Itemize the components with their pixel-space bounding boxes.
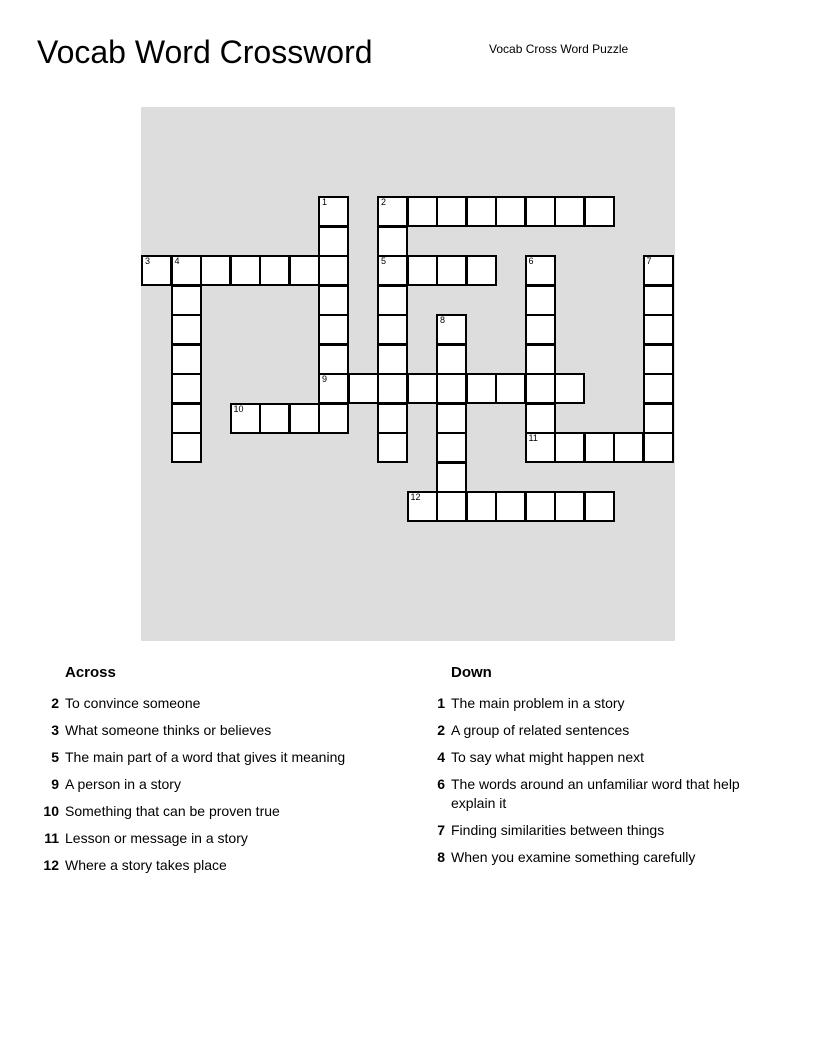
grid-cell[interactable] (584, 432, 615, 463)
clue-item (38, 721, 383, 740)
clue-text: A person in a story (65, 776, 181, 792)
grid-cell[interactable] (643, 314, 674, 345)
cell-number: 1 (322, 197, 328, 207)
clue-number: 10 (43, 803, 59, 819)
grid-cell[interactable] (643, 432, 674, 463)
clue-number: 2 (51, 695, 59, 711)
clue-text: The words around an unfamiliar word that help explain it (451, 776, 740, 811)
grid-cell[interactable] (525, 373, 556, 404)
grid-cell[interactable] (495, 373, 526, 404)
cell-number: 6 (528, 256, 534, 266)
cell-number: 4 (174, 256, 180, 266)
grid-cell[interactable] (466, 196, 497, 227)
grid-cell[interactable] (171, 432, 202, 463)
grid-cell[interactable] (643, 403, 674, 434)
grid-cell[interactable] (436, 196, 467, 227)
grid-cell[interactable] (377, 226, 408, 257)
grid-cell[interactable] (171, 255, 202, 286)
grid-cell[interactable] (495, 196, 526, 227)
grid-cell[interactable] (318, 344, 349, 375)
grid-cell[interactable] (584, 196, 615, 227)
cell-number: 8 (440, 315, 446, 325)
grid-cell[interactable] (584, 491, 615, 522)
clue-text: Where a story takes place (65, 857, 227, 873)
grid-cell[interactable] (525, 285, 556, 316)
clue-text: The main part of a word that gives it meaning (65, 749, 346, 765)
clue-number: 8 (437, 849, 445, 865)
clue-number: 9 (51, 776, 59, 792)
down-clues (424, 664, 774, 875)
grid-cell[interactable] (171, 344, 202, 375)
clue-item (38, 856, 383, 875)
grid-cell[interactable] (171, 285, 202, 316)
clue-item (424, 775, 774, 813)
grid-cell[interactable] (525, 314, 556, 345)
clue-item (38, 829, 383, 848)
cell-number: 7 (646, 256, 652, 266)
grid-cell[interactable] (289, 255, 320, 286)
cell-number: 11 (528, 433, 538, 443)
grid-cell[interactable] (318, 373, 349, 404)
grid-cell[interactable] (525, 403, 556, 434)
across-heading: Across (65, 664, 116, 681)
grid-cell[interactable] (407, 491, 438, 522)
grid-cell[interactable] (230, 403, 261, 434)
clue-number: 4 (437, 749, 445, 765)
grid-cell[interactable] (318, 226, 349, 257)
grid-cell[interactable] (259, 403, 290, 434)
clue-number: 1 (437, 695, 445, 711)
cell-number: 12 (410, 492, 421, 502)
clue-item (424, 694, 774, 713)
grid-cell[interactable] (643, 344, 674, 375)
grid-cell[interactable] (466, 491, 497, 522)
clue-text: A group of related sentences (451, 722, 630, 738)
grid-cell[interactable] (525, 196, 556, 227)
grid-cell[interactable] (318, 314, 349, 345)
grid-cell[interactable] (436, 403, 467, 434)
grid-cell[interactable] (141, 255, 172, 286)
grid-cell[interactable] (348, 373, 379, 404)
clue-item (38, 748, 383, 767)
grid-cell[interactable] (436, 491, 467, 522)
clue-number: 6 (437, 776, 445, 792)
clue-text: What someone thinks or believes (65, 722, 272, 738)
grid-cell[interactable] (289, 403, 320, 434)
grid-cell[interactable] (377, 255, 408, 286)
grid-cell[interactable] (200, 255, 231, 286)
grid-cell[interactable] (436, 314, 467, 345)
clue-text: Finding similarities between things (451, 822, 665, 838)
clue-text: When you examine something carefully (451, 849, 696, 865)
clue-number: 12 (43, 857, 59, 873)
clue-text: To say what might happen next (451, 749, 645, 765)
grid-cell[interactable] (525, 344, 556, 375)
clue-item (38, 694, 383, 713)
grid-cell[interactable] (377, 344, 408, 375)
crossword-grid (141, 107, 675, 641)
grid-cell[interactable] (554, 491, 585, 522)
grid-cell[interactable] (554, 432, 585, 463)
grid-cell[interactable] (318, 196, 349, 227)
cell-number: 3 (145, 256, 151, 266)
grid-cell[interactable] (466, 373, 497, 404)
clue-text: To convince someone (65, 695, 201, 711)
cell-number: 5 (381, 256, 387, 266)
grid-cell[interactable] (554, 196, 585, 227)
down-clue-list (424, 694, 774, 867)
cell-number: 2 (381, 197, 387, 207)
grid-cell[interactable] (171, 373, 202, 404)
grid-cell[interactable] (525, 255, 556, 286)
grid-cell[interactable] (407, 255, 438, 286)
grid-cell[interactable] (613, 432, 644, 463)
grid-cell[interactable] (643, 285, 674, 316)
grid-cell[interactable] (377, 373, 408, 404)
grid-cell[interactable] (407, 196, 438, 227)
grid-cell[interactable] (643, 255, 674, 286)
grid-cell[interactable] (466, 255, 497, 286)
grid-cell[interactable] (259, 255, 290, 286)
clue-number: 2 (437, 722, 445, 738)
clue-item (38, 775, 383, 794)
clue-item (424, 821, 774, 840)
grid-cell[interactable] (436, 462, 467, 493)
clue-number: 11 (44, 830, 59, 846)
clue-text: Something that can be proven true (65, 803, 280, 819)
grid-cell[interactable] (230, 255, 261, 286)
grid-cell[interactable] (318, 403, 349, 434)
grid-cell[interactable] (377, 432, 408, 463)
grid-cell[interactable] (495, 491, 526, 522)
grid-cell[interactable] (436, 344, 467, 375)
grid-cell[interactable] (377, 403, 408, 434)
grid-cell[interactable] (407, 373, 438, 404)
grid-cell[interactable] (554, 373, 585, 404)
clue-number: 3 (51, 722, 59, 738)
clue-number: 7 (437, 822, 445, 838)
clue-text: Lesson or message in a story (65, 830, 248, 846)
grid-cell[interactable] (171, 314, 202, 345)
grid-cell[interactable] (525, 432, 556, 463)
clue-item (38, 802, 383, 821)
grid-cell[interactable] (436, 432, 467, 463)
clue-text: The main problem in a story (451, 695, 625, 711)
grid-cell[interactable] (377, 285, 408, 316)
clue-item (424, 721, 774, 740)
down-heading: Down (451, 664, 492, 681)
clue-item (424, 848, 774, 867)
clue-item (424, 748, 774, 767)
grid-cell[interactable] (318, 255, 349, 286)
clue-number: 5 (51, 749, 59, 765)
grid-cell[interactable] (643, 373, 674, 404)
grid-cell[interactable] (171, 403, 202, 434)
cell-number: 9 (322, 374, 328, 384)
grid-cell[interactable] (436, 255, 467, 286)
grid-cell[interactable] (525, 491, 556, 522)
grid-cell[interactable] (318, 285, 349, 316)
across-clues (38, 664, 383, 883)
grid-cell[interactable] (436, 373, 467, 404)
cell-number: 10 (233, 403, 244, 414)
grid-cell[interactable] (377, 314, 408, 345)
page-subtitle: Vocab Cross Word Puzzle (489, 42, 629, 56)
grid-cell[interactable] (377, 196, 408, 227)
page-title: Vocab Word Crossword (37, 34, 373, 70)
across-clue-list (38, 694, 383, 875)
